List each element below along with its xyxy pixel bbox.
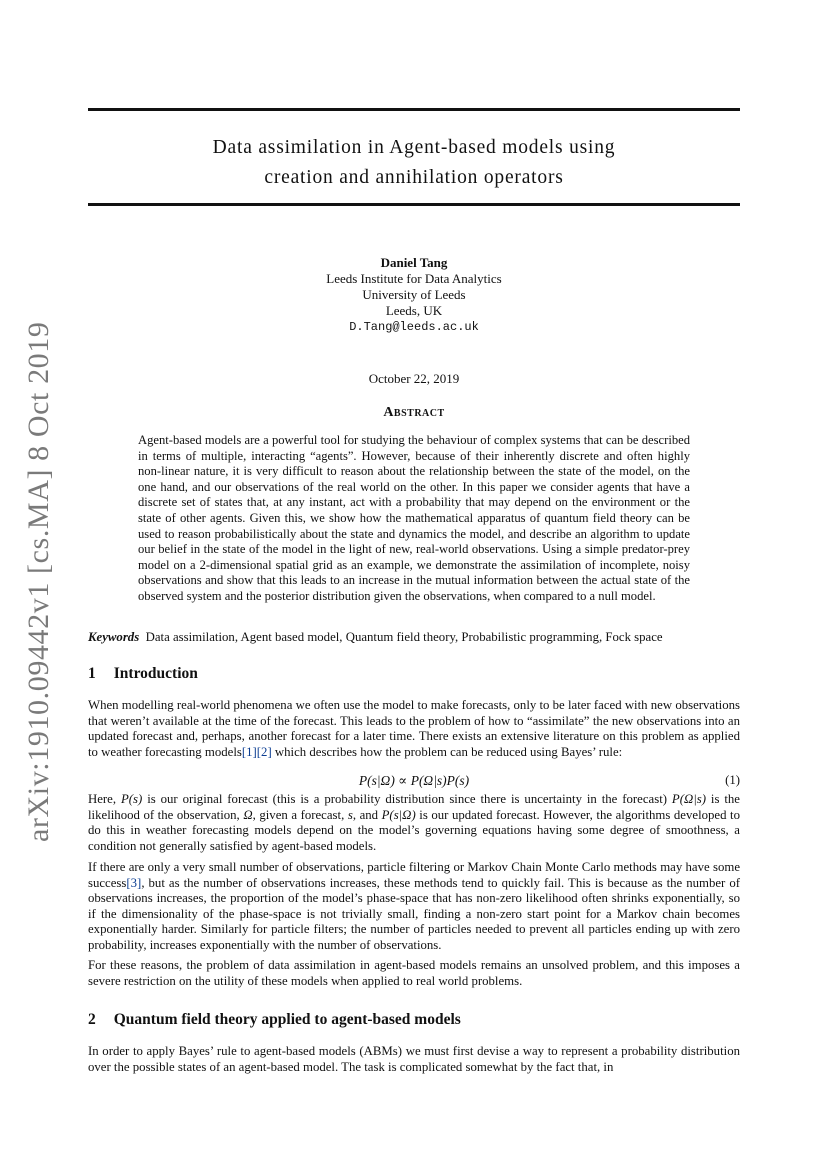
section-2-number: 2 <box>88 1011 96 1028</box>
intro-p2-d: , given a forecast, <box>252 807 348 822</box>
intro-paragraph-2 <box>88 792 740 854</box>
keywords-text: Data assimilation, Agent based model, Quantum field theory, Probabilistic programming, Fock space <box>145 630 663 644</box>
citation-1[interactable]: [1] <box>241 744 257 759</box>
author-block <box>88 255 740 335</box>
math-s: s <box>347 807 353 822</box>
author-affiliation-institute: Leeds Institute for Data Analytics <box>326 271 502 286</box>
intro-paragraph-1 <box>88 698 740 760</box>
section-2-paragraph-1: In order to apply Bayes’ rule to agent-based models (ABMs) we must first devise a way to represent a probability distribution over the possible states of an agent-based model. The task is complicated somewhat by the fact that, in <box>88 1044 740 1074</box>
section-1-heading <box>88 665 198 683</box>
title-rule-top <box>88 108 740 111</box>
intro-p1-end: which describes how the problem can be reduced using Bayes’ rule: <box>271 744 623 759</box>
paper-date: October 22, 2019 <box>368 371 460 386</box>
intro-p2-e: , and <box>352 807 382 822</box>
intro-p2-b: is our original forecast (this is a probability distribution since there is uncertainty in the forecast) <box>142 792 672 806</box>
math-p-s-given-omega: P(s|Ω) <box>381 807 416 822</box>
intro-p2-a: Here, <box>88 792 121 806</box>
author-affiliation-university: University of Leeds <box>362 287 466 302</box>
intro-p1-text: When modelling real-world phenomena we often use the model to make forecasts, only to be later faced with new observations that weren’t available at the time of the forecast. This leads to the problem of how to “assimilate” the new observations into an updated forecast and, perhaps, another forecast for a later time. There exists an extensive literature on this problem as applied to weather forecasting models <box>88 698 740 759</box>
intro-p3-a: If there are only a very small number of observations, particle filtering or Markov Chain Monte Carlo methods may have some success <box>88 860 740 890</box>
math-p-s: P(s) <box>120 792 143 806</box>
equation-1-body: P(s|Ω) ∝ P(Ω|s)P(s) <box>358 773 470 788</box>
paper-title-line2: creation and annihilation operators <box>264 167 564 188</box>
intro-p2-f: is our updated forecast. However, the algorithms developed to do this in weather forecasting models depend on the model’s governing equations having some degree of smoothness, a condition not generally satisfied by agent-based models. <box>88 807 741 853</box>
section-2-heading <box>88 1011 461 1029</box>
paper-title-line1: Data assimilation in Agent-based models using <box>212 137 616 158</box>
keywords-label: Keywords <box>88 630 140 644</box>
intro-paragraph-3 <box>88 860 740 954</box>
intro-p2-c: is the likelihood of the observation, <box>88 792 740 822</box>
keywords-line <box>88 630 740 645</box>
intro-p3-b: , but as the number of observations increases, these methods tend to quickly fail. This is because as the number of observations increases, the proportion of the model’s phase-space that has non-zero likelihood often shrinks exponentially, so if the dimensionality of the phase-space is not trivially small, finding a non-zero start point for a Markov chain becomes exponentially harder. Similarly for particle filters; the number of particles needed to prevent all particles ending up with zero probability, increases exponentially with the number of observations. <box>88 875 740 952</box>
author-email: D.Tang@leeds.ac.uk <box>349 320 479 334</box>
section-1-title: Introduction <box>113 665 198 682</box>
author-name: Daniel Tang <box>380 255 448 270</box>
equation-1-number: (1) <box>725 773 740 787</box>
author-location: Leeds, UK <box>385 303 443 318</box>
math-omega: Ω <box>243 807 253 822</box>
abstract-heading: Abstract <box>383 405 445 420</box>
math-p-omega-given-s: P(Ω|s) <box>671 792 707 806</box>
section-2-title: Quantum field theory applied to agent-based models <box>113 1011 461 1028</box>
citation-3[interactable]: [3] <box>126 875 142 890</box>
citation-2[interactable]: [2] <box>256 744 272 759</box>
intro-paragraph-4: For these reasons, the problem of data assimilation in agent-based models remains an unsolved problem, and this imposes a severe restriction on the utility of these models when applied to real world problems. <box>88 958 740 988</box>
arxiv-identifier: arXiv:1910.09442v1 [cs.MA] 8 Oct 2019 <box>22 321 55 842</box>
section-1-number: 1 <box>88 665 96 682</box>
title-rule-bottom <box>88 203 740 206</box>
abstract-text: Agent-based models are a powerful tool for studying the behaviour of complex systems that can be described in terms of multiple, interacting “agents”. However, because of their inherently discrete and often highly non-linear nature, it is very difficult to reason about the relationship between the state of the model, on the one hand, and our observations of the real world on the other. In this paper we consider agents that have a discrete set of states that, at any instant, act with a probability that may depend on the environment or the state of other agents. Given this, we show how the mathematical apparatus of quantum field theory can be used to reason probabilistically about the state and dynamics the model, and describe an algorithm to update our belief in the state of the model in the light of new, real-world observations. Using a simple predator-prey model on a 2-dimensional spatial grid as an example, we demonstrate the assimilation of incomplete, noisy observations and show that this leads to an increase in the mutual information between the actual state of the observed system and the posterior distribution given the observations, when compared to a null model. <box>138 433 690 603</box>
